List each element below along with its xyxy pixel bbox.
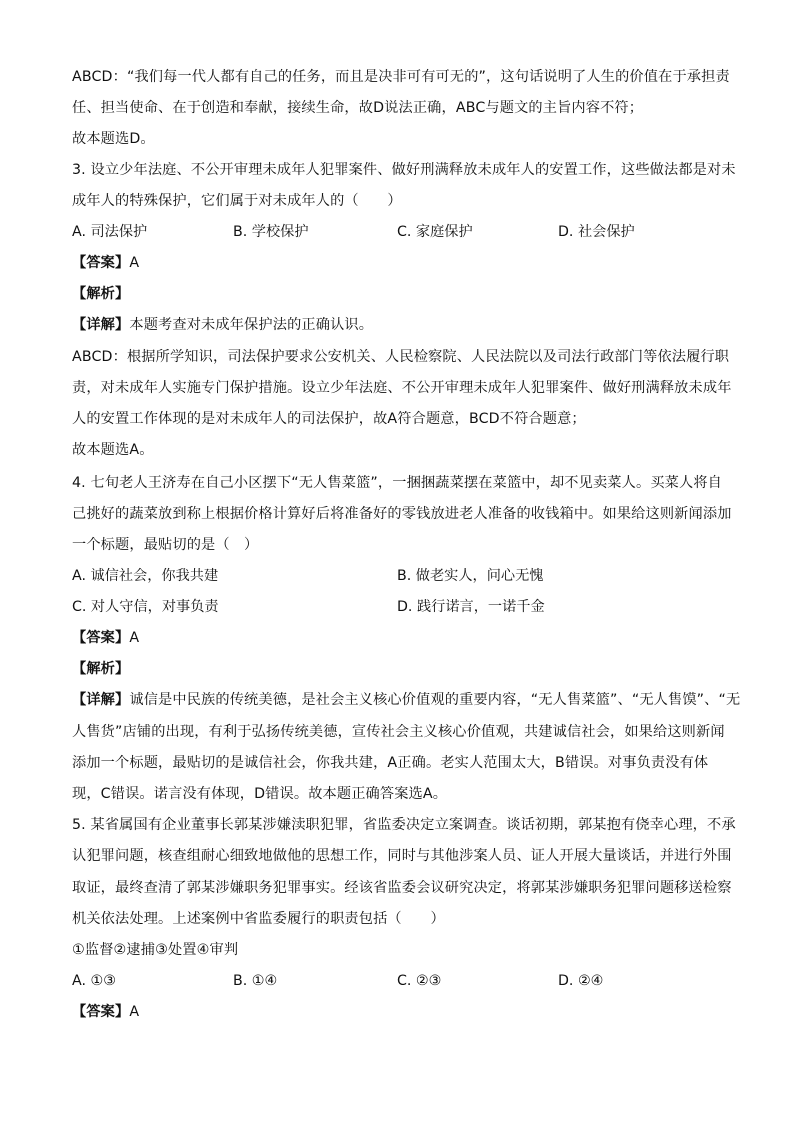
answer-tag: 【答案】 <box>72 1004 130 1020</box>
q5-option-c: C. ②③ <box>397 973 442 989</box>
detail-tag: 【详解】 <box>72 317 130 333</box>
q4-stem-line-3: 一个标题，最贴切的是（ ） <box>72 537 259 553</box>
answer-tag: 【答案】 <box>72 255 130 271</box>
q3-analysis-tag: 【解析】 <box>72 286 130 302</box>
q2-analysis-line-1: ABCD：“我们每一代人都有自己的任务，而且是决非可有可无的”，这句话说明了人生的价值在于承担责 <box>72 69 730 85</box>
q5-stem-line-2: 认犯罪问题，核查组耐心细致地做他的思想工作，同时与其他涉案人员、证人开展大量谈话，并进行外围 <box>72 848 732 864</box>
q3-body-line-1: ABCD：根据所学知识，司法保护要求公安机关、人民检察院、人民法院以及司法行政部门等依法履行职 <box>72 349 730 365</box>
q2-conclusion: 故本题选D。 <box>72 131 155 147</box>
detail-text: 诚信是中民族的传统美德，是社会主义核心价值观的重要内容，“无人售菜篮”、“无人售馍”、“无 <box>129 692 741 708</box>
q5-stem-line-3: 取证，最终查清了郭某涉嫌职务犯罪事实。经该省监委会议研究决定，将郭某涉嫌职务犯罪问题移送检察 <box>72 880 732 896</box>
q4-body-line-4: 现，C错误。诺言没有体现，D错误。故本题正确答案选A。 <box>72 786 448 802</box>
q5-option-a: A. ①③ <box>72 973 116 989</box>
answer-value: A <box>129 255 140 271</box>
q4-stem-line-2: 己挑好的蔬菜放到称上根据价格计算好后将准备好的零钱放进老人准备的收钱箱中。如果给这则新闻添加 <box>72 506 732 522</box>
q5-stem-line-1: 5. 某省属国有企业董事长郭某涉嫌渎职犯罪，省监委决定立案调查。谈话初期，郭某抱有侥幸心理，不承 <box>72 817 736 833</box>
q3-answer <box>72 253 139 273</box>
q3-option-b: B. 学校保护 <box>233 224 309 240</box>
q5-answer <box>72 1002 139 1022</box>
answer-tag: 【答案】 <box>72 630 130 646</box>
q4-option-b: B. 做老实人，问心无愧 <box>397 568 544 584</box>
q3-option-c: C. 家庭保护 <box>397 224 473 240</box>
q4-option-a: A. 诚信社会，你我共建 <box>72 568 219 584</box>
answer-value: A <box>129 630 140 646</box>
q3-detail <box>72 315 373 335</box>
q5-option-b: B. ①④ <box>233 973 278 989</box>
q3-conclusion: 故本题选A。 <box>72 442 154 458</box>
q5-option-d: D. ②④ <box>558 973 604 989</box>
q4-analysis-tag: 【解析】 <box>72 661 130 677</box>
q4-body-line-3: 添加一个标题，最贴切的是诚信社会，你我共建，A正确。老实人范围太大，B错误。对事负责没有体 <box>72 755 709 771</box>
q3-body-line-2: 责，对未成年人实施专门保护措施。设立少年法庭、不公开审理未成年人犯罪案件、做好刑满释放未成年 <box>72 380 732 396</box>
q3-body-line-3: 人的安置工作体现的是对未成年人的司法保护，故A符合题意，BCD不符合题意； <box>72 411 586 427</box>
detail-text: 本题考查对未成年保护法的正确认识。 <box>129 317 374 333</box>
q4-body-line-2: 人售货”店铺的出现，有利于弘扬传统美德，宣传社会主义核心价值观，共建诚信社会，如果给这则新闻 <box>72 724 725 740</box>
q3-option-d: D. 社会保护 <box>558 224 635 240</box>
q4-answer <box>72 628 139 648</box>
q3-stem-line-1: 3. 设立少年法庭、不公开审理未成年人犯罪案件、做好刑满释放未成年人的安置工作，这些做法都是对未 <box>72 162 736 178</box>
q4-option-c: C. 对人守信，对事负责 <box>72 599 219 615</box>
q4-stem-line-1: 4. 七旬老人王济寿在自己小区摆下“无人售菜篮”，一捆捆蔬菜摆在菜篮中，却不见卖菜人。买菜人将自 <box>72 475 723 491</box>
q2-analysis-line-2: 任、担当使命、在于创造和奉献，接续生命，故D说法正确，ABC与题文的主旨内容不符； <box>72 100 644 116</box>
detail-tag: 【详解】 <box>72 692 130 708</box>
q5-stem-line-4: 机关依法处理。上述案例中省监委履行的职责包括（ ） <box>72 911 445 927</box>
q5-items: ①监督②逮捕③处置④审判 <box>72 942 239 958</box>
q3-stem-line-2: 成年人的特殊保护，它们属于对未成年人的（ ） <box>72 193 402 209</box>
q4-body-line-1 <box>72 690 740 710</box>
answer-value: A <box>129 1004 140 1020</box>
q4-option-d: D. 践行诺言，一诺千金 <box>397 599 545 615</box>
q3-option-a: A. 司法保护 <box>72 224 148 240</box>
